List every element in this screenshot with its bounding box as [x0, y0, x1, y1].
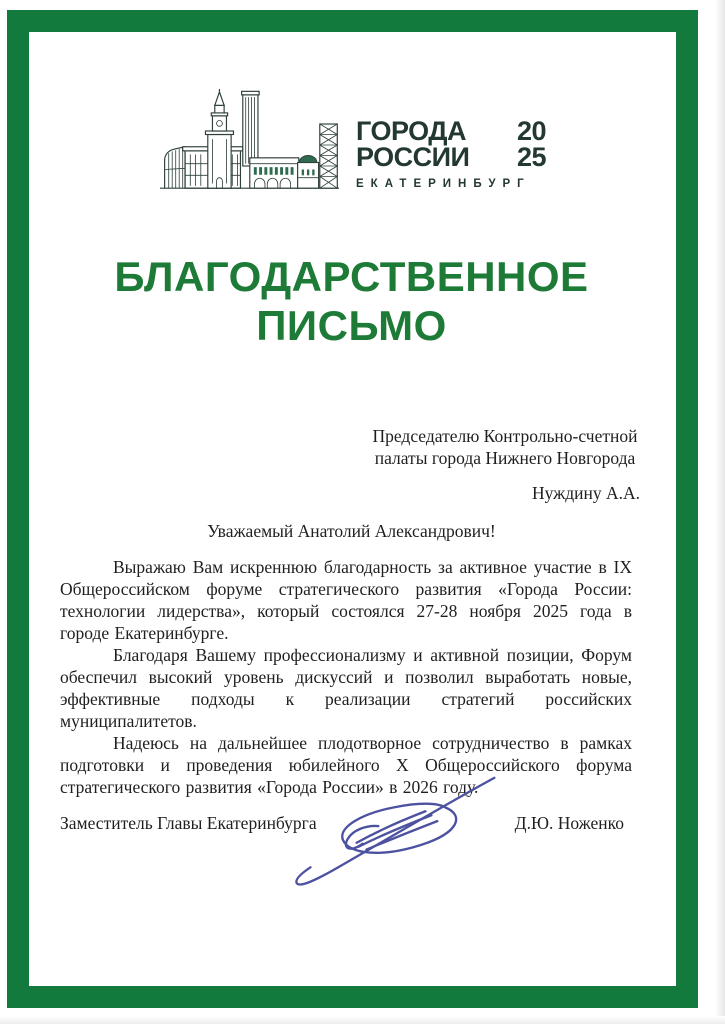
paragraph-3: Надеюсь на дальнейшее плодотворное сотрудничество в рамках подготовки и проведения юбилейного X Общероссийского форума стратегического развития «Города России» в 2026 году.: [60, 733, 632, 797]
paragraph-1: Выражаю Вам искреннюю благодарность за активное участие в IX Общероссийском форуме стратегического развития «Города России: технологии лидерства», который состоялся 27-28 ноября 2025 года в городе Екатеринбурге.: [60, 557, 632, 643]
signoff-row: [60, 812, 632, 834]
logo-line-2: [356, 144, 546, 170]
signoff-name: Д.Ю. Ноженко: [514, 813, 624, 833]
logo-city-label: ЕКАТЕРИНБУРГ: [356, 178, 531, 190]
addressee-line-1: Председателю Контрольно-счетной: [372, 426, 638, 446]
letter-content: [28, 33, 675, 985]
logo-word-goroda: ГОРОДА: [356, 116, 466, 146]
forum-logo: [28, 89, 675, 194]
letter-title: [48, 252, 655, 350]
addressee-name: Нуждину А.А.: [531, 483, 640, 503]
forum-logo-text: [356, 118, 546, 190]
scan-edge-bottom: [0, 1016, 725, 1024]
logo-word-rossii: РОССИИ: [356, 142, 470, 172]
letter-title-line-1: БЛАГОДАРСТВЕННОЕ: [114, 253, 589, 300]
logo-year-25: 25: [516, 142, 546, 172]
paragraph-2: Благодаря Вашему профессионализму и активной позиции, Форум обеспечил высокий уровень дискуссий и позволил выработать новые, эффективные подходы к реализации стратегий российских муниципалитетов.: [60, 645, 632, 731]
salutation: Уважаемый Анатолий Александрович!: [207, 521, 496, 541]
addressee-block: [355, 425, 655, 469]
scan-edge-right: [715, 0, 725, 1024]
letter-title-line-2: ПИСЬМО: [256, 302, 447, 349]
logo-year-20: 20: [516, 116, 546, 146]
logo-line-1: [356, 118, 546, 144]
letter-body: [60, 556, 632, 798]
yekaterinburg-skyline-icon: [157, 89, 342, 194]
signoff-position: Заместитель Главы Екатеринбурга: [60, 813, 317, 833]
addressee-line-2: палаты города Нижнего Новгорода: [374, 448, 636, 468]
